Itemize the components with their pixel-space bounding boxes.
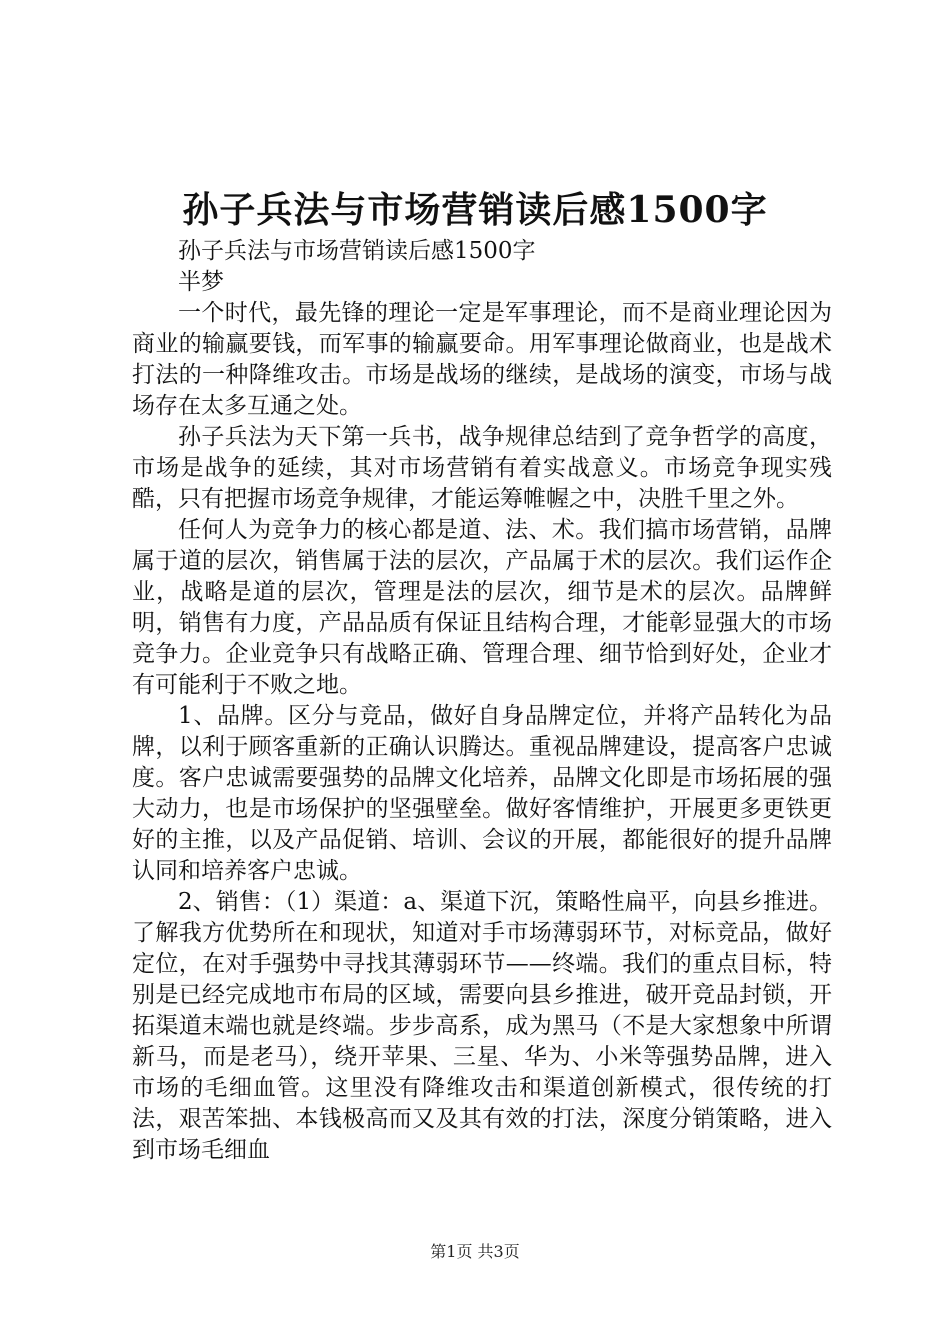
page-footer: 第1页 共3页 bbox=[430, 1242, 520, 1261]
paragraph: 一个时代，最先锋的理论一定是军事理论，而不是商业理论因为商业的输赢要钱，而军事的输赢要命。用军事理论做商业，也是战术打法的一种降维攻击。市场是战场的继续，是战场的演变，市场与战场存在太多互通之处。 bbox=[132, 300, 832, 419]
document-author: 半梦 bbox=[178, 269, 224, 295]
paragraph: 1、品牌。区分与竞品，做好自身品牌定位，并将产品转化为品牌，以利于顾客重新的正确认识腾达。重视品牌建设，提高客户忠诚度。客户忠诚需要强势的品牌文化培养，品牌文化即是市场拓展的强大动力，也是市场保护的坚强壁垒。做好客情维护，开展更多更铁更好的主推，以及产品促销、培训、会议的开展，都能很好的提升品牌认同和培养客户忠诚。 bbox=[132, 703, 832, 884]
document-subtitle: 孙子兵法与市场营销读后感1500字 bbox=[178, 238, 536, 264]
paragraph: 2、销售：（1）渠道：a、渠道下沉，策略性扁平，向县乡推进。了解我方优势所在和现状，知道对手市场薄弱环节，对标竞品，做好定位，在对手强势中寻找其薄弱环节——终端。我们的重点目标，特别是已经完成地市布局的区域，需要向县乡推进，破开竞品封锁，开拓渠道末端也就是终端。步步高系，成为黑马（不是大家想象中所谓新马，而是老马），绕开苹果、三星、华为、小米等强势品牌，进入市场的毛细血管。这里没有降维攻击和渠道创新模式，很传统的打法，艰苦笨拙、本钱极高而又及其有效的打法，深度分销策略，进入到市场毛细血 bbox=[132, 889, 832, 1163]
paragraph: 孙子兵法为天下第一兵书，战争规律总结到了竞争哲学的高度，市场是战争的延续，其对市场营销有着实战意义。市场竞争现实残酷，只有把握市场竞争规律，才能运筹帷幄之中，决胜千里之外。 bbox=[132, 424, 832, 512]
paragraph: 任何人为竞争力的核心都是道、法、术。我们搞市场营销，品牌属于道的层次，销售属于法的层次，产品属于术的层次。我们运作企业，战略是道的层次，管理是法的层次，细节是术的层次。品牌鲜明，销售有力度，产品品质有保证且结构合理，才能彰显强大的市场竞争力。企业竞争只有战略正确、管理合理、细节恰到好处，企业才有可能利于不败之地。 bbox=[132, 517, 832, 698]
document-body bbox=[132, 236, 832, 1166]
document-title: 孙子兵法与市场营销读后感1500字 bbox=[182, 189, 768, 231]
